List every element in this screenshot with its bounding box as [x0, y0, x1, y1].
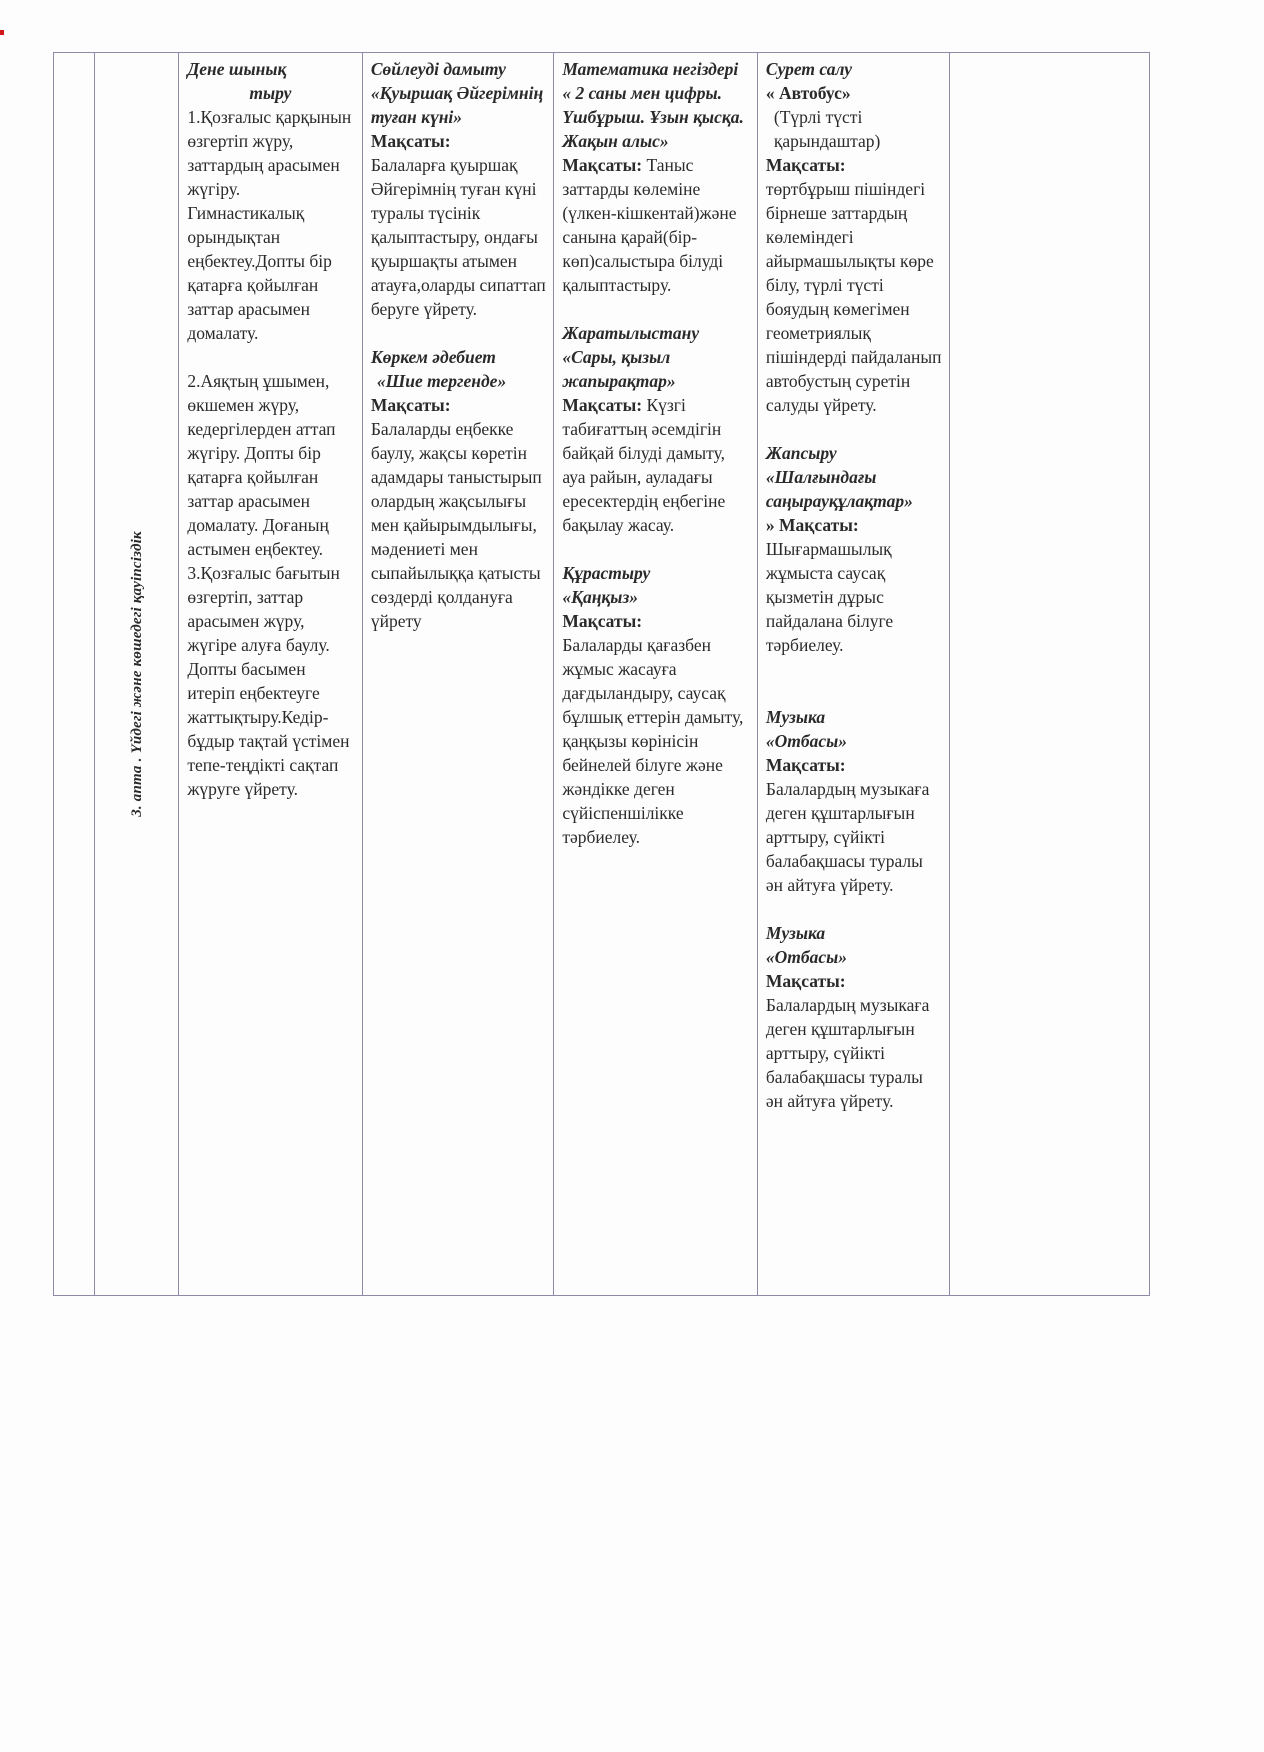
literature-goal-text: Балаларды еңбекке баулу, жақсы көретін адамдары таныстырып олардың жақсылығы мен қайырымдылығы, мәдениеті мен сыпайылыққа қатысты сөздерді қолдануға үйрету: [370, 419, 542, 631]
math-subtitle: « 2 саны мен цифры. Үшбұрыш. Ұзын қысқа. Жақын алыс»: [562, 83, 744, 151]
week-cell: [95, 53, 179, 1296]
literature-title: Көркем әдебиет: [370, 347, 496, 367]
music-title-1: Музыка: [765, 707, 826, 727]
pe-title-line2: тыру: [249, 83, 292, 103]
pe-item-1: 1.Қозғалыс қарқынын өзгертіп жүру, заттардың арасымен жүгіру. Гимнастикалық орындықтан еңбектеу.Допты бір қатарға қойылған заттар арасымен домалату.: [187, 107, 352, 343]
math-goal-text: Таныс заттарды көлеміне (үлкен-кішкентай)және санына қарай(бір-көп)салыстыра білуді қалыптастыру.: [562, 155, 737, 295]
pe-title-line1: Дене шынық: [187, 59, 287, 79]
music-title-2: Музыка: [765, 923, 826, 943]
table-row: [54, 53, 1150, 1296]
construction-title: Құрастыру: [562, 563, 651, 583]
drawing-goal-label: Мақсаты:: [765, 155, 846, 175]
applique-title: Жапсыру «Шалғындағы саңырауқұлақтар»: [765, 443, 913, 511]
math-cell: [554, 53, 758, 1296]
music-goal-label-1: Мақсаты:: [765, 755, 846, 775]
music-subtitle-2: «Отбасы»: [765, 947, 848, 967]
pe-item-2: 2.Аяқтың ұшымен, өкшемен жүру, кедергілерден аттап жүгіру. Допты бір қатарға қойылған заттар арасымен домалату. Доғаның астымен еңбектеу.: [187, 371, 336, 559]
construction-subtitle: «Қаңқыз»: [562, 587, 639, 607]
literature-goal-label: Мақсаты:: [370, 395, 451, 415]
applique-goal-text: Шығармашылық жұмыста саусақ қызметін дұрыс пайдалана білуге тәрбиелеу.: [765, 539, 894, 655]
math-goal-label: Мақсаты:: [562, 155, 643, 175]
lesson-plan-table: [53, 52, 1150, 1296]
math-title: Математика негіздері: [562, 59, 739, 79]
nature-goal-text: Күзгі табиғаттың әсемдігін байқай білуді дамыту, ауа райын, ауладағы ересектердің еңбегіне бақылау жасау.: [562, 395, 726, 535]
nature-title: Жаратылыстану «Сары, қызыл жапырақтар»: [562, 323, 700, 391]
drawing-subtitle: « Автобус»: [765, 83, 851, 103]
art-cell: [757, 53, 950, 1296]
physical-education-cell: [179, 53, 363, 1296]
pe-item-3: 3.Қозғалыс бағытын өзгертіп, заттар арасымен жүру, жүгіре алуға баулу. Допты басымен итеріп еңбектеуге жаттықтыру.Кедір-бұдыр тақтай үстімен тепе-теңдікті сақтап жүруге үйрету.: [187, 563, 350, 799]
drawing-title: Сурет салу: [765, 59, 852, 79]
music-subtitle-1: «Отбасы»: [765, 731, 848, 751]
construction-goal-text: Балаларды қағазбен жұмыс жасауға дағдыландыру, саусақ бұлшық еттерін дамыту, қаңқызы көрінісін бейнелей білуге және жәндікке деген сүйіспеншілікке тәрбиелеу.: [562, 635, 744, 847]
drawing-materials: (Түрлі түсті қарындаштар): [773, 107, 881, 151]
music-goal-text-2: Балалардың музыкаға деген құштарлығын арттыру, сүйікті балабақшасы туралы ән айтуға үйрету.: [765, 995, 930, 1111]
nature-goal-label: Мақсаты:: [562, 395, 643, 415]
speech-goal-label: Мақсаты:: [370, 131, 451, 151]
applique-goal-label: » Мақсаты:: [765, 515, 859, 535]
music-goal-text-1: Балалардың музыкаға деген құштарлығын арттыру, сүйікті балабақшасы туралы ән айтуға үйрету.: [765, 779, 930, 895]
music-goal-label-2: Мақсаты:: [765, 971, 846, 991]
speech-development-cell: [362, 53, 554, 1296]
speech-title: Сөйлеуді дамыту «Қуыршақ Әйгерімнің туған күні»: [370, 59, 544, 127]
scan-mark: [0, 30, 4, 35]
literature-subtitle: «Шие тергенде»: [376, 371, 507, 391]
empty-cell: [950, 53, 1150, 1296]
drawing-goal-text: төртбұрыш пішіндегі бірнеше заттардың көлеміндегі айырмашылықты көре білу, түрлі түсті бояудың көмегімен геометриялық пішіндерді пайдаланып автобустың суретін салуды үйрету.: [765, 179, 942, 415]
construction-goal-label: Мақсаты:: [562, 611, 643, 631]
week-label: 3. апта . Үйдегі және көшедегі қауіпсіздік: [128, 531, 145, 817]
speech-goal-text: Балаларға қуыршақ Әйгерімнің туған күні туралы түсінік қалыптастыру, ондағы қуыршақты атымен атауға,оларды сипаттап беруге үйрету.: [370, 155, 546, 319]
empty-cell: [54, 53, 95, 1296]
